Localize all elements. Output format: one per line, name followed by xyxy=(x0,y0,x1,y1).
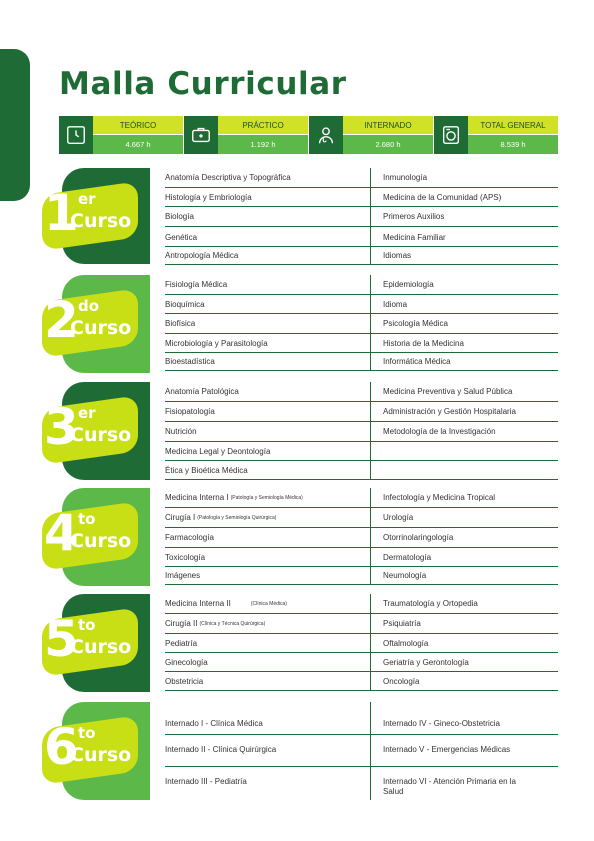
stat-label: PRÁCTICO xyxy=(218,116,308,134)
subject: Psiquiatría xyxy=(383,619,421,628)
subject: Internado I - Clínica Médica xyxy=(165,702,371,734)
course-badge xyxy=(40,594,150,692)
stat-value: 2.680 h xyxy=(343,135,433,154)
subjects-table xyxy=(165,168,558,265)
subject: Psicología Médica xyxy=(383,319,448,328)
subject: Biología xyxy=(165,207,371,226)
subject: Historia de la Medicina xyxy=(383,339,464,348)
page-title: Malla Curricular xyxy=(59,66,347,102)
course-number: 2 xyxy=(44,291,79,349)
course-word: Curso xyxy=(70,530,132,552)
subject: Neumología xyxy=(383,571,427,580)
subject: Farmacología xyxy=(165,528,371,547)
course-badge xyxy=(40,488,150,586)
subject-name: Cirugía II xyxy=(165,619,198,628)
subject: Ginecología xyxy=(165,653,371,671)
subject: Anatomía Descriptiva y Topográfica xyxy=(165,168,371,187)
subject: Obstetricia xyxy=(165,672,371,690)
subject-name: Medicina Interna I xyxy=(165,493,229,502)
subject: Otorrinolaringología xyxy=(383,533,454,542)
stat-practico xyxy=(184,116,308,154)
subject: Idiomas xyxy=(383,251,412,260)
subject: Infectología y Medicina Tropical xyxy=(383,493,496,502)
stat-internado xyxy=(309,116,433,154)
subject: Fisiología Médica xyxy=(165,275,371,294)
course-badge xyxy=(40,702,150,800)
subject: Biofísica xyxy=(165,314,371,333)
subject-note: (Clínica Médica) xyxy=(250,601,287,607)
course-number: 1 xyxy=(44,184,79,242)
subject: Oftalmología xyxy=(383,639,429,648)
subject: Genética xyxy=(165,227,371,246)
subject: Internado III - Pediatría xyxy=(165,767,371,800)
course-badge xyxy=(40,275,150,373)
course-badge xyxy=(40,382,150,480)
subject-name: Medicina Interna II xyxy=(165,599,231,608)
course-suffix: er xyxy=(78,404,96,422)
stat-total xyxy=(434,116,558,154)
subject: Medicina Familiar xyxy=(383,233,446,242)
subject: Medicina Legal y Deontología xyxy=(165,442,371,460)
subject: Toxicología xyxy=(165,548,371,566)
subject-name: Cirugía I xyxy=(165,513,196,522)
subject-note: (Patología y Semiología Quirúrgica) xyxy=(197,515,277,521)
subject: Inmunología xyxy=(383,173,428,182)
course-word: Curso xyxy=(70,317,132,339)
subject xyxy=(371,461,558,479)
subject: Antropología Médica xyxy=(165,247,371,264)
stat-value: 1.192 h xyxy=(218,135,308,154)
course-number: 3 xyxy=(44,398,79,456)
stat-teorico xyxy=(59,116,183,154)
stat-value: 4.667 h xyxy=(93,135,183,154)
subject: Idioma xyxy=(383,300,408,309)
subject: Internado V - Emergencias Médicas xyxy=(383,745,511,754)
course-word: Curso xyxy=(70,424,132,446)
subject: Administración y Gestión Hospitalaria xyxy=(383,407,516,416)
washing-machine-icon xyxy=(434,116,468,154)
course-number: 5 xyxy=(44,610,79,668)
subjects-table xyxy=(165,275,558,371)
subject-note: (Patología y Semiología Médica) xyxy=(230,495,303,501)
subject: Bioestadística xyxy=(165,353,371,370)
subject: Microbiología y Parasitología xyxy=(165,334,371,352)
subject: Anatomía Patológica xyxy=(165,382,371,401)
side-tab xyxy=(0,49,30,201)
subject: Geriatría y Gerontología xyxy=(383,658,469,667)
subject: Medicina Preventiva y Salud Pública xyxy=(383,387,513,396)
subject: Primeros Auxilios xyxy=(383,212,445,221)
stat-value: 8.539 h xyxy=(468,135,558,154)
course-badge xyxy=(40,168,150,264)
subject: Pediatría xyxy=(165,634,371,652)
doctor-icon xyxy=(309,116,343,154)
course-number: 4 xyxy=(44,504,79,562)
subjects-table xyxy=(165,382,558,480)
subject xyxy=(165,488,371,507)
subject: Informática Médica xyxy=(383,357,451,366)
subject: Imágenes xyxy=(165,567,371,584)
course-word: Curso xyxy=(70,210,132,232)
subject: Metodología de la Investigación xyxy=(383,427,496,436)
stat-label: TEÓRICO xyxy=(93,116,183,134)
subject: Ética y Bioética Médica xyxy=(165,461,371,479)
course-suffix: do xyxy=(78,297,100,315)
course-suffix: to xyxy=(78,616,96,634)
hours-summary xyxy=(59,116,558,154)
subjects-table xyxy=(165,594,558,691)
subject: Nutrición xyxy=(165,422,371,441)
course-word: Curso xyxy=(70,636,132,658)
subject: Internado II - Clínica Quirúrgica xyxy=(165,735,371,766)
subject: Oncología xyxy=(383,677,420,686)
subject: Epidemiología xyxy=(383,280,434,289)
subject xyxy=(371,442,558,460)
subjects-table xyxy=(165,488,558,585)
subject: Internado IV - Gineco-Obstetricia xyxy=(383,719,500,728)
subjects-table xyxy=(165,702,558,800)
clock-icon xyxy=(59,116,93,154)
course-suffix: to xyxy=(78,724,96,742)
subject: Bioquímica xyxy=(165,295,371,313)
briefcase-icon xyxy=(184,116,218,154)
subject: Dermatología xyxy=(383,553,432,562)
course-suffix: to xyxy=(78,510,96,528)
subject: Histología y Embriología xyxy=(165,188,371,206)
stat-label: TOTAL GENERAL xyxy=(468,116,558,134)
subject xyxy=(165,614,371,633)
subject: Medicina de la Comunidad (APS) xyxy=(383,193,502,202)
subject xyxy=(165,508,371,527)
course-number: 6 xyxy=(44,718,79,776)
stat-label: INTERNADO xyxy=(343,116,433,134)
subject: Traumatología y Ortopedia xyxy=(383,599,478,608)
subject: Urología xyxy=(383,513,414,522)
subject: Fisiopatología xyxy=(165,402,371,421)
subject-note: (Clínica y Técnica Quirúrgica) xyxy=(199,621,266,627)
subject xyxy=(165,594,371,613)
course-word: Curso xyxy=(70,744,132,766)
subject: Internado VI - Atención Primaria en la Salud xyxy=(383,777,516,796)
course-suffix: er xyxy=(78,190,96,208)
